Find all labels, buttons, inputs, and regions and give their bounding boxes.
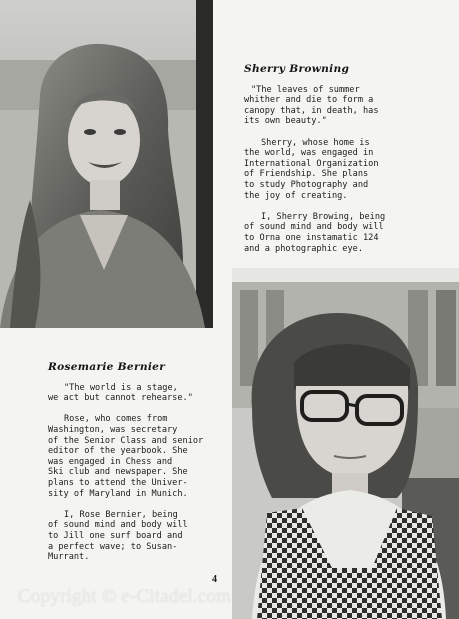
student-name: Sherry Browning <box>244 63 350 75</box>
student-bio: Rose, who comes from Washington, was secretary of the Senior Class and senior editor of the yearbook. She was engaged in Chess and Ski club and newspaper. She plans to attend the Univer- sity of Maryland in Munich. <box>48 414 204 499</box>
copyright-watermark: Copyright © e-Citadel.com <box>18 586 232 607</box>
student-will: I, Rose Bernier, being of sound mind and body will to Jill one surf board and a perfect wave; to Susan- Murrant. <box>48 509 188 563</box>
student-will: I, Sherry Browing, being of sound mind and body will to Orna one instamatic 124 and a photographic eye. <box>244 211 386 254</box>
senior-entry-sherry-browning <box>244 64 454 265</box>
senior-entry-rosemarie-bernier <box>48 362 232 573</box>
page-number: 4 <box>212 574 217 585</box>
student-quote: "The leaves of summer whither and die to form a canopy that, in death, has its own beauty." <box>244 84 379 127</box>
portrait-photo-rosemarie-bernier <box>232 268 459 619</box>
student-bio: Sherry, whose home is the world, was engaged in International Organization of Friendship. She plans to study Photography and the joy of creating. <box>244 137 379 201</box>
student-quote: "The world is a stage, we act but cannot rehearse." <box>48 382 193 404</box>
student-name: Rosemarie Bernier <box>48 361 166 373</box>
portrait-photo-sherry-browning <box>0 0 213 328</box>
